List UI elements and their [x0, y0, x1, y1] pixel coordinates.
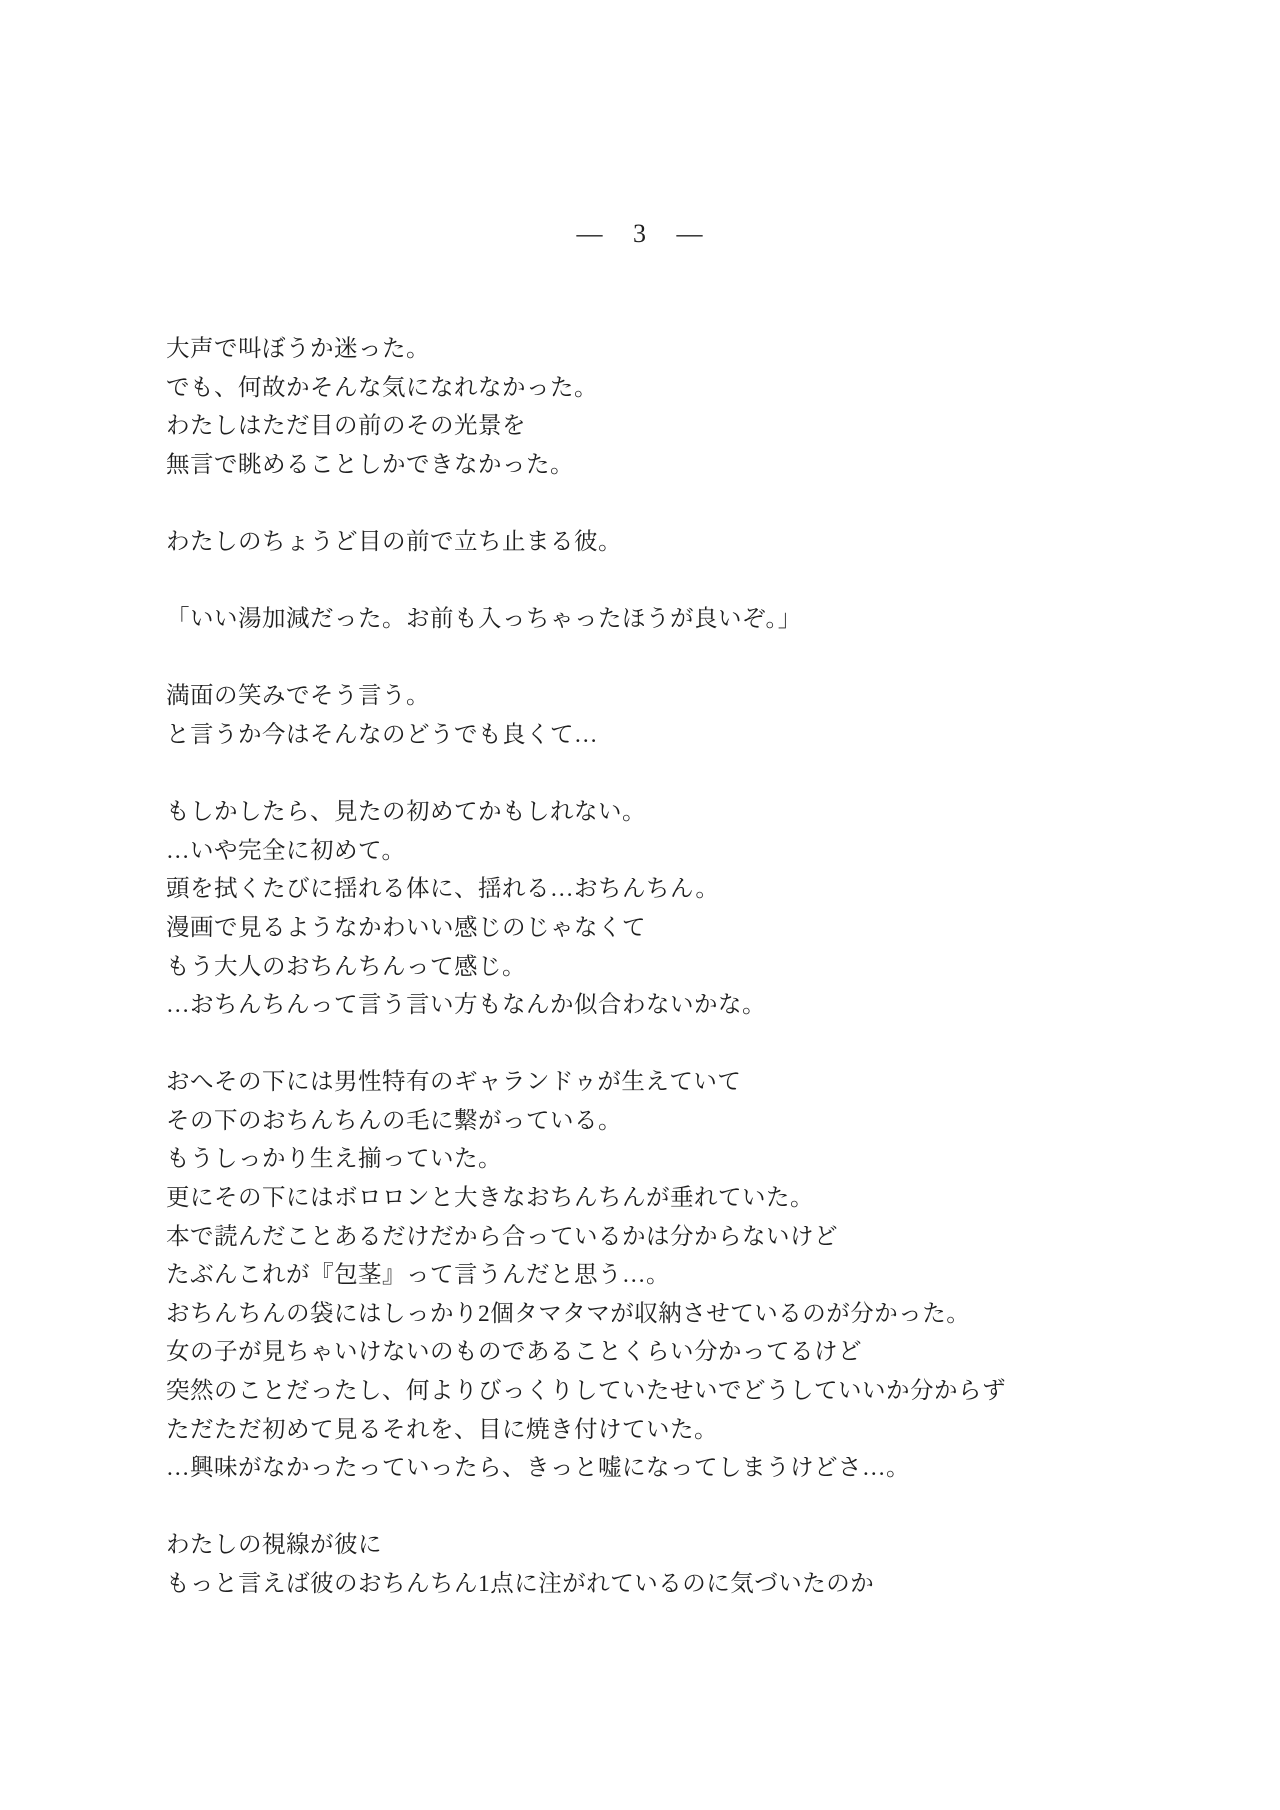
text-line: 頭を拭くたびに揺れる体に、揺れる…おちんちん。	[166, 876, 720, 903]
text-line: 本で読んだことあるだけだから合っているかは分からないけど	[166, 1223, 838, 1250]
text-line: もっと言えば彼のおちんちん1点に注がれているのに気づいたのか	[166, 1571, 875, 1597]
text-line: もしかしたら、見たの初めてかもしれない。	[166, 799, 646, 826]
paragraph	[166, 330, 1206, 484]
text-line: …興味がなかったっていったら、きっと嘘になってしまうけどさ…。	[166, 1455, 910, 1482]
text-line: わたしのちょうど目の前で立ち止まる彼。	[166, 528, 622, 555]
text-line: おへその下には男性特有のギャランドゥが生えていて	[166, 1069, 742, 1096]
page-content	[166, 330, 1206, 1642]
text-line: と言うか今はそんなのどうでも良くて…	[166, 721, 598, 748]
paragraph	[166, 600, 1206, 639]
text-line: 大声で叫ぼうか迷った。	[166, 336, 430, 362]
text-line: ただただ初めて見るそれを、目に焼き付けていた。	[166, 1416, 718, 1443]
text-line: …いや完全に初めて。	[166, 837, 406, 864]
text-line: もう大人のおちんちんって感じ。	[166, 953, 526, 980]
text-line: わたしはただ目の前のその光景を	[166, 413, 526, 440]
text-line: 女の子が見ちゃいけないのものであることくらい分かってるけど	[166, 1339, 862, 1366]
text-line: でも、何故かそんな気になれなかった。	[166, 374, 598, 401]
text-line: 無言で眺めることしかできなかった。	[166, 451, 574, 478]
text-line: その下のおちんちんの毛に繋がっている。	[166, 1107, 622, 1134]
text-line: おちんちんの袋にはしっかり2個タマタマが収納させているのが分かった。	[166, 1300, 971, 1327]
text-line: 突然のことだったし、何よりびっくりしていたせいでどうしていいか分からず	[166, 1378, 1006, 1405]
paragraph	[166, 677, 1206, 754]
paragraph	[166, 1063, 1206, 1488]
text-line: 満面の笑みでそう言う。	[166, 683, 430, 710]
text-line: たぶんこれが『包茎』って言うんだと思う…。	[166, 1262, 670, 1289]
paragraph	[166, 1526, 1206, 1603]
paragraph	[166, 793, 1206, 1025]
page-number: — 3 —	[576, 219, 704, 248]
text-line: …おちんちんって言う言い方もなんか似合わないかな。	[166, 992, 766, 1019]
text-line: わたしの視線が彼に	[166, 1532, 382, 1559]
text-line: もうしっかり生え揃っていた。	[166, 1146, 502, 1173]
text-line: 「いい湯加減だった。お前も入っちゃったほうが良いぞ。」	[166, 606, 802, 633]
text-line: 漫画で見るようなかわいい感じのじゃなくて	[166, 914, 646, 941]
paragraph	[166, 523, 1206, 562]
text-line: 更にその下にはボロロンと大きなおちんちんが垂れていた。	[166, 1185, 814, 1212]
